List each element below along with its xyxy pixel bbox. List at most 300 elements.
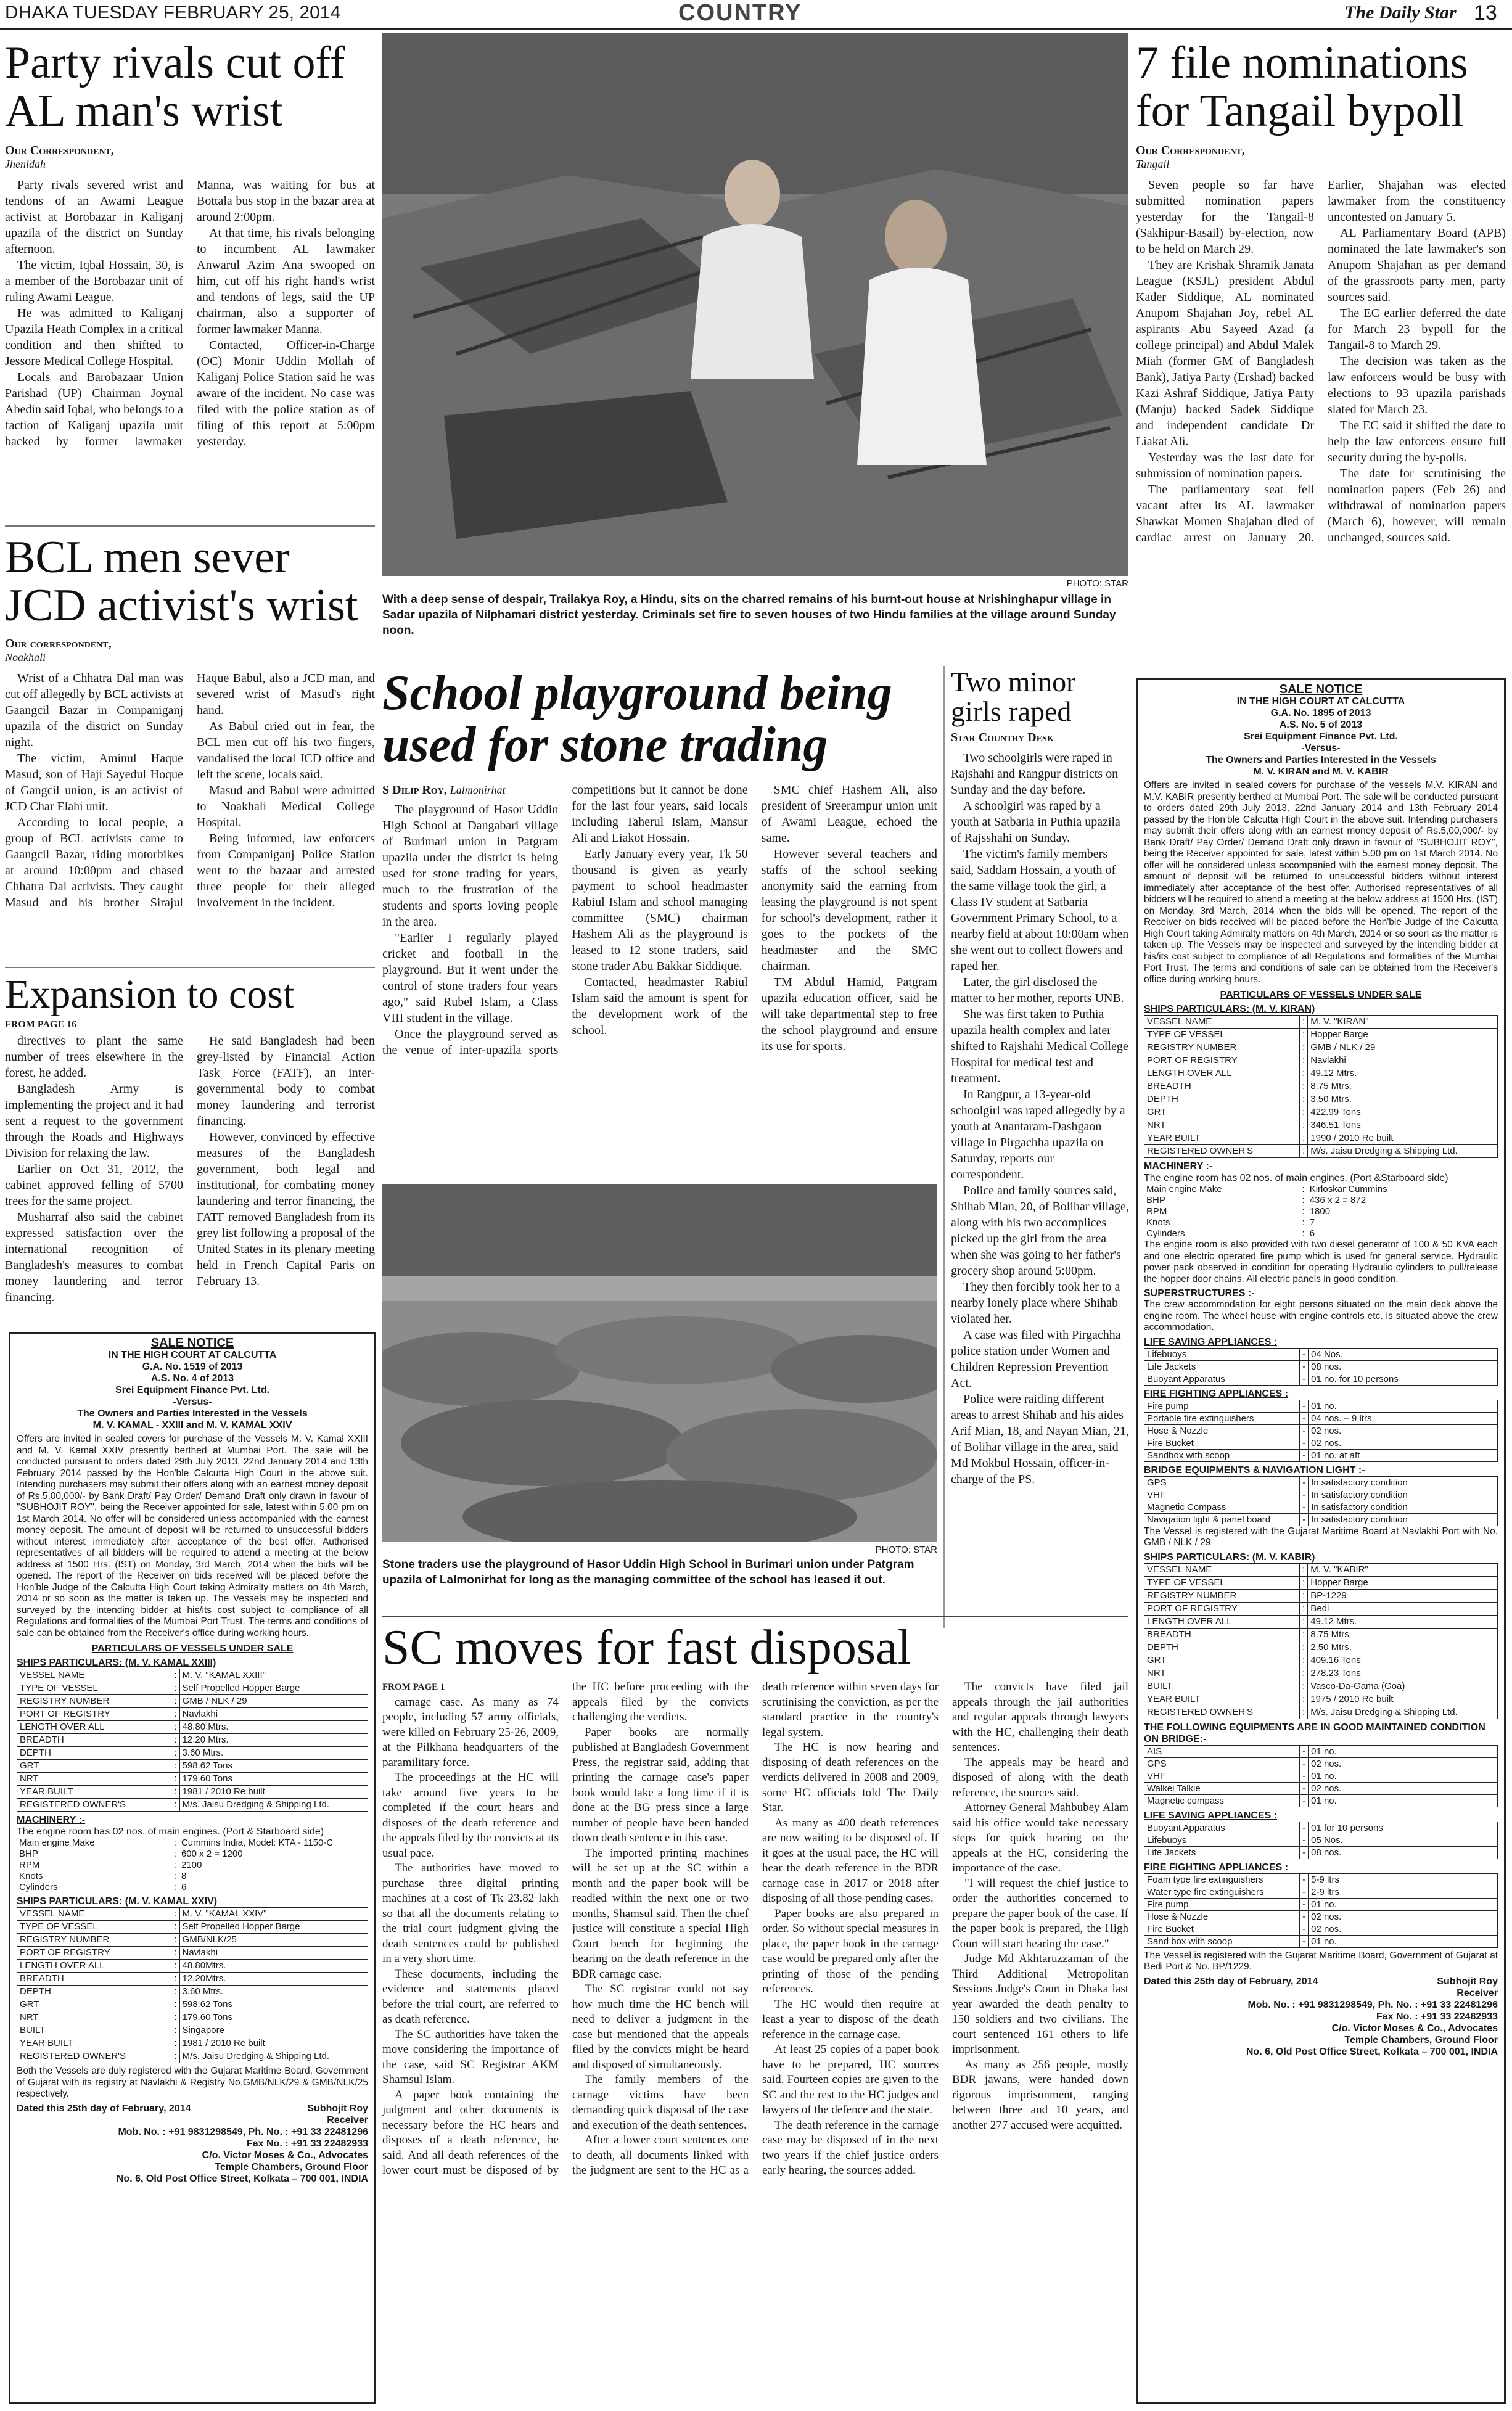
table-cell-key: Walkei Talkie bbox=[1144, 1782, 1300, 1794]
table-cell-sep: - bbox=[1300, 1822, 1309, 1834]
story-paragraph: These documents, including the evidence and statements placed before the trial court, are referred to as death reference. bbox=[382, 1967, 559, 2026]
table-cell-sep: : bbox=[1300, 1602, 1308, 1615]
table-cell-key: LENGTH OVER ALL bbox=[1144, 1615, 1300, 1628]
table-cell-sep: - bbox=[1300, 1745, 1309, 1757]
table-row bbox=[1144, 1654, 1498, 1667]
story-paragraph: Early January every year, Tk 50 thousand is given as yearly payment to school headmaster Rabiul Islam and school managing committee (SMC) chairman Hashem Ali as the playground is leased to 12 stone traders, said stone trader Abu Bakkar Siddique. bbox=[572, 847, 748, 973]
table-cell-key: PORT OF REGISTRY bbox=[1144, 1054, 1300, 1067]
table-cell-sep: - bbox=[1300, 1412, 1309, 1424]
story-body bbox=[382, 782, 937, 1115]
table-cell-value: 49.12 Mtrs. bbox=[1308, 1067, 1498, 1080]
page-masthead bbox=[0, 0, 1512, 30]
story-body bbox=[5, 1033, 375, 1323]
table-cell-sep: - bbox=[1300, 1400, 1309, 1412]
table-row bbox=[1144, 1576, 1498, 1589]
table-cell-sep: : bbox=[1300, 1576, 1308, 1589]
table-cell-key: LENGTH OVER ALL bbox=[17, 1960, 171, 1973]
table-cell-value: Vasco-Da-Gama (Goa) bbox=[1308, 1680, 1498, 1693]
table-cell-value: In satisfactory condition bbox=[1309, 1476, 1498, 1489]
table-row bbox=[1144, 1628, 1498, 1641]
notice-body: Offers are invited in sealed covers for purchase of the Vessels M. V. Kamal XXIII and M. V. Kamal XXIV presently berthed at Mumbai Port. The sale will be conducted pursuant to orders dated 29th July 2013, 22nd January 2014 and 13th February 2014 passed by the Hon'ble Calcutta High Court in the above suit. Intending purchasers may submit their offers along with an earnest money deposit of Rs.5,00,000/- by Bank Draft/ Pay Order/ Demand Draft only drawn in favour of "SUBHOJIT ROY", being the Receiver appointed for sale, latest within 5.00 pm on 1st March 2014. No offer will be considered unless accompanied with the earnest money deposit. The amount of deposit will be returned to unsuccessful bidders without interest immediately after acceptance of the best offer. Authorised representatives of all bidders will be required to attend a meeting at the below address at 1500 Hrs. (IST) on Monday, 3rd March, 2014 when the bids will be opened. The report of the Receiver on bids received will be placed before the Hon'ble Judge of the Calcutta High Court taking Admiralty matters on 4th March, 2014 or so soon as the matter is taken up. The Vessels may be inspected and surveyed by the intending bidder at his/its cost subject to compliance of all Regulations and formalities of the Mumbai Port Trust. The terms and conditions of sale can be obtained from the Receiver's office during working hours. bbox=[17, 1434, 368, 1638]
table-row bbox=[17, 1960, 368, 1973]
story-paragraph: A paper book containing the judgment and other documents is necessary before the HC hears and disposes of a death reference, he said. And all death references of the lower court must be disposed of by the HC before proceeding with the appeals filed by the convicts challenging the verdicts. bbox=[382, 1680, 749, 2177]
story-paragraph: The appeals may be heard and disposed of along with the death reference, the sources said. bbox=[952, 1756, 1128, 1799]
table-row bbox=[17, 1786, 368, 1799]
table-cell-value: 598.62 Tons bbox=[179, 1998, 368, 2011]
notice-contact: Mob. No. : +91 9831298549, Ph. No. : +91 33 22481296 bbox=[118, 2126, 368, 2137]
table-cell-sep: - bbox=[1300, 1757, 1309, 1770]
table-cell-value: 409.16 Tons bbox=[1308, 1654, 1498, 1667]
table-cell-value: 04 Nos. bbox=[1309, 1348, 1498, 1360]
table-cell-value: M/s. Jaisu Dredging & Shipping Ltd. bbox=[1308, 1706, 1498, 1719]
table-cell-key: Main engine Make bbox=[1146, 1184, 1222, 1194]
table-cell-key: VHF bbox=[1144, 1770, 1300, 1782]
table-cell-sep: - bbox=[1300, 1794, 1309, 1807]
story-paragraph: Masud and Babul were admitted to Noakhali Medical College Hospital. bbox=[197, 784, 375, 830]
notice-good-equipment-title: THE FOLLOWING EQUIPMENTS ARE IN GOOD MAINTAINED CONDITION ON BRIDGE:- bbox=[1144, 1722, 1485, 1744]
table-cell-value: 2.50 Mtrs. bbox=[1308, 1641, 1498, 1654]
table-cell-sep: : bbox=[1300, 1641, 1308, 1654]
table-cell-key: TYPE OF VESSEL bbox=[17, 1682, 171, 1695]
table-cell-key: Fire pump bbox=[1144, 1898, 1300, 1910]
divider bbox=[5, 525, 375, 527]
notice-party: Srei Equipment Finance Pvt. Ltd. bbox=[1244, 731, 1398, 742]
table-cell-sep: : bbox=[171, 1799, 179, 1812]
table-cell-value: 01 no. at aft bbox=[1309, 1449, 1498, 1461]
table-cell-value: Cummins India, Model: KTA - 1150-C bbox=[181, 1838, 334, 1848]
table-row bbox=[1144, 1770, 1498, 1782]
table-row bbox=[17, 2024, 368, 2037]
table-cell-key: REGISTRY NUMBER bbox=[17, 1695, 171, 1708]
story-paragraph: The family members of the carnage victims have been demanding quick disposal of the case and execution of the death sentences. bbox=[572, 2073, 749, 2132]
table-cell-sep: : bbox=[1300, 1067, 1308, 1080]
notice-ga: G.A. No. 1519 of 2013 bbox=[142, 1362, 243, 1372]
table-cell-value: 6 bbox=[181, 1882, 187, 1892]
table-cell-sep: - bbox=[1300, 1910, 1309, 1923]
story-byline-block bbox=[382, 782, 558, 798]
story-paragraph: The EC earlier deferred the date for March 23 bypoll for the Tangail-8 to March 29. bbox=[1328, 306, 1506, 353]
table-cell-value: Hopper Barge bbox=[1308, 1029, 1498, 1041]
table-row bbox=[1144, 1437, 1498, 1449]
table-cell-value: 12.20 Mtrs. bbox=[179, 1734, 368, 1747]
table-cell-sep: : bbox=[171, 1921, 179, 1934]
table-cell-value: 08 nos. bbox=[1309, 1360, 1498, 1373]
story-from-page: FROM PAGE 16 bbox=[5, 1019, 77, 1030]
table-cell-sep: : bbox=[171, 1708, 179, 1721]
table-row bbox=[1144, 1195, 1498, 1206]
story-paragraph: The convicts have filed jail appeals through the jail authorities and regular appeals through lawyers with the HC, challenging their death sentences. bbox=[952, 1680, 1128, 1754]
story-paragraph: The playground of Hasor Uddin High School at Dangabari village of Burimari union in Patgram upazila under the district is being used for stone trading for years, much to the frustration of the students and sports loving people in the area. bbox=[382, 803, 559, 929]
table-cell-value: 02 nos. bbox=[1309, 1437, 1498, 1449]
table-cell-sep: : bbox=[1300, 1706, 1308, 1719]
story-paragraph: The victim's family members said, Saddam Hossain, a youth of the same village took the girl, a Class IV student at Satbaria Government Primary School, to a nearby field at about 10:00am when she went out to collect flowers and raped her. bbox=[951, 847, 1129, 973]
story-headline: BCL men sever JCD activist's wrist bbox=[5, 532, 358, 631]
table-row bbox=[1144, 1923, 1498, 1935]
table-cell-key: Cylinders bbox=[1146, 1228, 1185, 1239]
table-cell-key: PORT OF REGISTRY bbox=[17, 1947, 171, 1960]
table-row bbox=[17, 1908, 368, 1921]
story-paragraph: SMC chief Hashem Ali, also president of Sreerampur union unit of Awami League, echoed the same. bbox=[761, 783, 937, 845]
burnt-house-image bbox=[382, 33, 1128, 576]
table-row bbox=[17, 1882, 368, 1893]
notice-kiran-registration: The Vessel is registered with the Gujarat Maritime Board at Navlakhi Port with No. GMB / NLK / 29 bbox=[1144, 1526, 1498, 1548]
table-cell-value: In satisfactory condition bbox=[1309, 1513, 1498, 1526]
table-cell-value: 05 Nos. bbox=[1309, 1834, 1498, 1846]
table-row bbox=[1144, 1145, 1498, 1158]
table-cell-value: 01 no. bbox=[1309, 1400, 1498, 1412]
table-cell-sep: : bbox=[1300, 1093, 1308, 1106]
story-headline: 7 file nominations for Tangail bypoll bbox=[1136, 38, 1468, 136]
table-cell-value: 5-9 ltrs bbox=[1309, 1873, 1498, 1886]
table-cell-value: 1981 / 2010 Re built bbox=[179, 1786, 368, 1799]
story-expansion bbox=[5, 973, 375, 1323]
table-row bbox=[17, 1747, 368, 1760]
table-cell-sep: : bbox=[1300, 1693, 1308, 1706]
table-row bbox=[17, 1934, 368, 1947]
table-row bbox=[17, 1921, 368, 1934]
table-cell-sep: : bbox=[171, 1734, 179, 1747]
table-cell-value: 3.50 Mtrs. bbox=[1308, 1093, 1498, 1106]
table-cell-key: Portable fire extinguishers bbox=[1144, 1412, 1300, 1424]
table-cell-value: Navlakhi bbox=[1308, 1054, 1498, 1067]
story-body bbox=[382, 1680, 1128, 2395]
engine-table bbox=[17, 1838, 368, 1893]
story-paragraph: A case was filed with Pirgachha police station under Women and Children Repression Prevention Act. bbox=[951, 1328, 1121, 1390]
story-paragraph: She was first taken to Puthia upazila health complex and later shifted to Rajshahi Medical College Hospital for medical test and treatment. bbox=[951, 1007, 1128, 1085]
story-byline-block bbox=[5, 144, 375, 171]
table-cell-sep: - bbox=[1300, 1923, 1309, 1935]
table-cell-sep: - bbox=[1300, 1424, 1309, 1437]
table-cell-key: DEPTH bbox=[17, 1986, 171, 1998]
table-cell-value: Self Propelled Hopper Barge bbox=[179, 1682, 368, 1695]
story-headline: Party rivals cut off AL man's wrist bbox=[5, 38, 345, 136]
story-headline: Two minor girls raped bbox=[951, 666, 1076, 728]
table-cell-value: 48.80Mtrs. bbox=[179, 1960, 368, 1973]
table-row bbox=[1144, 1910, 1498, 1923]
story-paragraph: At least 25 copies of a paper book have to be prepared, HC sources said. Fourteen copies are given to the SC and the rest to the HC judges and lawyers of the defence and the state. bbox=[762, 2043, 939, 2116]
table-cell-value: Singapore bbox=[179, 2024, 368, 2037]
table-cell-sep: : bbox=[1302, 1184, 1305, 1194]
notice-contact: Temple Chambers, Ground Floor bbox=[215, 2161, 368, 2172]
notice-vessels: M. V. KAMAL - XXIII and M. V. KAMAL XXIV bbox=[92, 1420, 292, 1431]
table-row bbox=[1144, 1093, 1498, 1106]
table-cell-value: 179.60 Tons bbox=[179, 2011, 368, 2024]
table-cell-key: Lifebuoys bbox=[1144, 1348, 1300, 1360]
table-cell-sep: : bbox=[173, 1838, 176, 1848]
table-cell-key: REGISTERED OWNER'S bbox=[17, 2050, 171, 2063]
table-cell-value: GMB/NLK/25 bbox=[179, 1934, 368, 1947]
table-cell-value: Kirloskar Cummins bbox=[1309, 1184, 1387, 1194]
notice-signature-row bbox=[17, 2103, 368, 2114]
story-paragraph: Contacted, headmaster Rabiul Islam said the amount is spent for the development work of the school. bbox=[572, 975, 748, 1037]
table-cell-sep: : bbox=[171, 2050, 179, 2063]
story-paragraph: Police were raiding different areas to arrest Shihab and his aides Arif Mian, 18, and Nayan Mian, 21, of Bolihar village in the area, said Md Mokbul Hossain, officer-in-charge of the PS. bbox=[951, 1392, 1129, 1486]
table-cell-key: BUILT bbox=[17, 2024, 171, 2037]
table-cell-key: AIS bbox=[1144, 1745, 1300, 1757]
table-cell-value: 1975 / 2010 Re built bbox=[1308, 1693, 1498, 1706]
table-cell-key: DEPTH bbox=[1144, 1093, 1300, 1106]
story-paragraph: Party rivals severed wrist and tendons of an Awami League activist at Borobazar in Kaliganj upazila of the district on Sunday afternoon. bbox=[5, 178, 183, 257]
table-cell-value: M/s. Jaisu Dredging & Shipping Ltd. bbox=[179, 1799, 368, 1812]
table-cell-sep: - bbox=[1300, 1513, 1309, 1526]
table-cell-sep: : bbox=[1302, 1206, 1305, 1217]
story-paragraph: Wrist of a Chhatra Dal man was cut off allegedly by BCL activists at Gaangcil Bazar in Companiganj upazila of the district on Sunday night. bbox=[5, 672, 183, 750]
story-paragraph: Paper books are also prepared in order. So without special measures in place, the paper book in the carnage case would be prepared only after the printing of those of the pending references. bbox=[762, 1907, 939, 1995]
table-row bbox=[1144, 1935, 1498, 1947]
table-cell-key: TYPE OF VESSEL bbox=[17, 1921, 171, 1934]
table-cell-key: BHP bbox=[19, 1849, 38, 1859]
story-paragraph: The death reference in the carnage case may be disposed of in the next two years if the chief justice orders early hearing, the sources added. bbox=[762, 2118, 939, 2177]
table-cell-value: Hopper Barge bbox=[1308, 1576, 1498, 1589]
table-cell-sep: : bbox=[171, 1973, 179, 1986]
story-paragraph: The proceedings at the HC will take around five years to be completed if the court hears and disposes of the death reference and the appeals filed by the convicts at its usual pace. bbox=[382, 1771, 559, 1860]
table-cell-key: Life Jackets bbox=[1144, 1360, 1300, 1373]
notice-contact: C/o. Victor Moses & Co., Advocates bbox=[202, 2150, 368, 2161]
story-paragraph: The victim, Aminul Haque Masud, son of Haji Sayedul Hoque of Gangcil union, is an activist of JCD Char Elahi unit. bbox=[5, 752, 183, 814]
notice-receiver: Receiver bbox=[327, 2114, 368, 2126]
table-cell-value: 436 x 2 = 872 bbox=[1309, 1195, 1366, 1206]
table-cell-value: 3.60 Mtrs. bbox=[179, 1986, 368, 1998]
table-cell-key: REGISTRY NUMBER bbox=[1144, 1041, 1300, 1054]
table-cell-value: 01 no. bbox=[1309, 1898, 1498, 1910]
table-cell-value: M/s. Jaisu Dredging & Shipping Ltd. bbox=[179, 2050, 368, 2063]
table-cell-key: Fire Bucket bbox=[1144, 1923, 1300, 1935]
table-row bbox=[1144, 1476, 1498, 1489]
story-place: Noakhali bbox=[5, 651, 46, 664]
divider bbox=[382, 1616, 1128, 1617]
table-cell-sep: : bbox=[1300, 1563, 1308, 1576]
table-cell-key: Fire pump bbox=[1144, 1400, 1300, 1412]
story-paragraph: Earlier on Oct 31, 2012, the cabinet approved felling of 5700 trees for the same project. bbox=[5, 1162, 183, 1209]
notice-contact: Temple Chambers, Ground Floor bbox=[1344, 2034, 1498, 2045]
table-cell-sep: : bbox=[1302, 1217, 1305, 1228]
photo-stone-playground bbox=[382, 1184, 937, 1542]
table-cell-sep: - bbox=[1300, 1935, 1309, 1947]
table-cell-key: REGISTRY NUMBER bbox=[1144, 1589, 1300, 1602]
notice-ships1-title: SHIPS PARTICULARS: (M. V. KIRAN) bbox=[1144, 1004, 1315, 1014]
story-byline: S Dilip Roy, bbox=[382, 783, 447, 797]
table-cell-sep: - bbox=[1300, 1501, 1309, 1513]
table-row bbox=[1144, 1400, 1498, 1412]
table-cell-key: VHF bbox=[1144, 1489, 1300, 1501]
notice-ships1-title: SHIPS PARTICULARS: (M. V. KAMAL XXIII) bbox=[17, 1657, 216, 1668]
table-cell-key: RPM bbox=[19, 1860, 40, 1870]
table-cell-value: M. V. "KAMAL XXIV" bbox=[179, 1908, 368, 1921]
lsa2-table bbox=[1144, 1822, 1498, 1859]
story-paragraph: Judge Md Akhtaruzzaman of the Third Additional Metropolitan Sessions Judge's Court in Dhaka last year awarded the death penalty to 150 soldiers and two civilians. The court sentenced 161 others to life imprisonment. bbox=[952, 1952, 1128, 2056]
story-place: Jhenidah bbox=[5, 158, 46, 171]
table-cell-sep: : bbox=[1300, 1080, 1308, 1093]
story-from-page: FROM PAGE 1 bbox=[382, 1682, 445, 1692]
notice-contact: Fax No. : +91 33 22482933 bbox=[246, 2138, 368, 2149]
table-cell-key: REGISTERED OWNER'S bbox=[1144, 1145, 1300, 1158]
table-cell-value: 01 no. bbox=[1309, 1794, 1498, 1807]
ships1-table bbox=[1144, 1015, 1498, 1158]
table-cell-key: Hose & Nozzle bbox=[1144, 1424, 1300, 1437]
table-cell-sep: : bbox=[1300, 1106, 1308, 1119]
table-cell-sep: - bbox=[1300, 1898, 1309, 1910]
table-cell-value: 1800 bbox=[1309, 1206, 1331, 1217]
notice-title: SALE NOTICE bbox=[1279, 683, 1363, 696]
table-cell-value: 02 nos. bbox=[1309, 1923, 1498, 1935]
table-row bbox=[1144, 1782, 1498, 1794]
divider bbox=[5, 967, 375, 968]
table-cell-sep: - bbox=[1300, 1449, 1309, 1461]
notice-contact: No. 6, Old Post Office Street, Kolkata – 700 001, INDIA bbox=[116, 2173, 368, 2184]
table-cell-value: GMB / NLK / 29 bbox=[1308, 1041, 1498, 1054]
notice-lsa2-title: LIFE SAVING APPLIANCES : bbox=[1144, 1810, 1278, 1821]
table-row bbox=[1144, 1029, 1498, 1041]
table-cell-value: 01 for 10 persons bbox=[1309, 1822, 1498, 1834]
table-row bbox=[1144, 1217, 1498, 1228]
notice-dated: Dated this 25th day of February, 2014 bbox=[1144, 1976, 1318, 1987]
table-cell-value: 48.80 Mtrs. bbox=[179, 1721, 368, 1734]
notice-contact: C/o. Victor Moses & Co., Advocates bbox=[1331, 2023, 1498, 2034]
story-paragraph: The victim, Iqbal Hossain, 30, is a member of the Borobazar unit of ruling Awami League. bbox=[5, 258, 183, 305]
table-cell-key: Life Jackets bbox=[1144, 1846, 1300, 1859]
table-row bbox=[17, 1799, 368, 1812]
table-row bbox=[1144, 1680, 1498, 1693]
table-cell-value: 2-9 ltrs bbox=[1309, 1886, 1498, 1898]
story-paragraph: They then forcibly took her to a nearby lonely place where Shihab violated her. bbox=[951, 1279, 1120, 1326]
table-cell-value: M. V. "KABIR" bbox=[1308, 1563, 1498, 1576]
notice-machinery-text: The engine room has 02 nos. of main engines. (Port &Starboard side) bbox=[1144, 1173, 1448, 1183]
table-cell-value: 01 no. for 10 persons bbox=[1309, 1373, 1498, 1385]
story-place: Lalmonirhat bbox=[450, 784, 506, 796]
table-cell-sep: - bbox=[1300, 1770, 1309, 1782]
table-cell-key: LENGTH OVER ALL bbox=[17, 1721, 171, 1734]
story-paragraph: "Earlier I regularly played cricket and football in the playground. But it went under the control of stone traders four years ago," said Rubel Islam, a Class VIII student in the village. bbox=[382, 931, 559, 1025]
table-cell-key: VESSEL NAME bbox=[17, 1908, 171, 1921]
engine-table bbox=[1144, 1184, 1498, 1239]
notice-particulars-title: PARTICULARS OF VESSELS UNDER SALE bbox=[91, 1643, 294, 1654]
table-cell-key: NRT bbox=[17, 2011, 171, 2024]
notice-ffa-title: FIRE FIGHTING APPLIANCES : bbox=[1144, 1388, 1289, 1399]
notice-receiver: Receiver bbox=[1457, 1987, 1498, 1998]
notice-sign: Subhojit Roy bbox=[1437, 1976, 1498, 1987]
table-row bbox=[17, 1947, 368, 1960]
table-cell-value: Bedi bbox=[1308, 1602, 1498, 1615]
notice-party: Srei Equipment Finance Pvt. Ltd. bbox=[115, 1385, 269, 1395]
table-cell-sep: : bbox=[1300, 1132, 1308, 1145]
story-body bbox=[951, 750, 1130, 1487]
notice-contact: Mob. No. : +91 9831298549, Ph. No. : +91 33 22481296 bbox=[1247, 1999, 1498, 2010]
table-row bbox=[1144, 1563, 1498, 1576]
table-cell-key: YEAR BUILT bbox=[17, 1786, 171, 1799]
table-row bbox=[17, 1973, 368, 1986]
table-row bbox=[1144, 1706, 1498, 1719]
table-cell-value: 02 nos. bbox=[1309, 1782, 1498, 1794]
table-cell-value: 12.20Mtrs. bbox=[179, 1973, 368, 1986]
table-cell-key: YEAR BUILT bbox=[1144, 1132, 1300, 1145]
table-cell-key: GRT bbox=[17, 1760, 171, 1773]
story-headline: School playground being used for stone trading bbox=[382, 666, 892, 772]
table-cell-value: 6 bbox=[1309, 1228, 1315, 1239]
table-row bbox=[1144, 1886, 1498, 1898]
notice-ffa2-title: FIRE FIGHTING APPLIANCES : bbox=[1144, 1862, 1289, 1873]
table-cell-key: Navigation light & panel board bbox=[1144, 1513, 1300, 1526]
table-cell-key: DEPTH bbox=[17, 1747, 171, 1760]
table-cell-key: Knots bbox=[19, 1871, 43, 1881]
table-row bbox=[1144, 1106, 1498, 1119]
table-cell-sep: : bbox=[173, 1882, 176, 1892]
bridge-table bbox=[1144, 1476, 1498, 1526]
table-cell-sep: : bbox=[171, 1986, 179, 1998]
table-row bbox=[17, 2011, 368, 2024]
sale-notice-kamal bbox=[9, 1332, 376, 2404]
ships2-table bbox=[17, 1907, 368, 2063]
story-paragraph: He was admitted to Kaliganj Upazila Heath Complex in a critical condition and then shifted to Jessore Medical College Hospital. bbox=[5, 306, 183, 369]
table-row bbox=[17, 1734, 368, 1747]
story-headline: SC moves for fast disposal bbox=[382, 1620, 911, 1675]
story-party-rivals bbox=[5, 39, 375, 485]
table-cell-sep: - bbox=[1300, 1489, 1309, 1501]
table-cell-sep: : bbox=[173, 1849, 176, 1859]
photo-credit: PHOTO: STAR bbox=[1066, 578, 1128, 589]
table-row bbox=[1144, 1602, 1498, 1615]
table-cell-key: LENGTH OVER ALL bbox=[1144, 1067, 1300, 1080]
table-cell-value: BP-1229 bbox=[1308, 1589, 1498, 1602]
table-cell-value: 1990 / 2010 Re built bbox=[1308, 1132, 1498, 1145]
story-paragraph: Bangladesh Army is implementing the project and it had sent a request to the government through the Roads and Highways Division for relaxing the law. bbox=[5, 1082, 183, 1160]
story-paragraph: Seven people so far have submitted nomination papers yesterday for the Tangail-8 (Sakhipur-Basail) by-election, now to be held on March 29. bbox=[1136, 178, 1314, 257]
notice-machinery-text: The engine room has 02 nos. of main engines. (Port & Starboard side) bbox=[17, 1826, 324, 1837]
table-cell-sep: : bbox=[171, 1947, 179, 1960]
story-paragraph: The SC registrar could not say how much time the HC bench will need to deliver a judgment in the case but mentioned that the appeals filed by the convicts might be heard and disposed of simultaneously. bbox=[572, 1982, 749, 2071]
table-row bbox=[1144, 1834, 1498, 1846]
masthead-section: COUNTRY bbox=[678, 0, 802, 26]
story-paragraph: Two schoolgirls were raped in Rajshahi and Rangpur districts on Sunday and the day before. bbox=[951, 750, 1119, 797]
table-cell-sep: - bbox=[1300, 1437, 1309, 1449]
table-row bbox=[1144, 1501, 1498, 1513]
table-row bbox=[1144, 1184, 1498, 1195]
table-cell-key: Foam type fire extinguishers bbox=[1144, 1873, 1300, 1886]
notice-superstructures-title: SUPERSTRUCTURES :- bbox=[1144, 1288, 1255, 1299]
table-cell-value: In satisfactory condition bbox=[1309, 1489, 1498, 1501]
table-row bbox=[1144, 1745, 1498, 1757]
table-cell-key: GRT bbox=[1144, 1106, 1300, 1119]
table-cell-sep: - bbox=[1300, 1782, 1309, 1794]
table-cell-sep: - bbox=[1300, 1373, 1309, 1385]
table-cell-value: 8 bbox=[181, 1871, 187, 1881]
table-cell-key: NRT bbox=[1144, 1667, 1300, 1680]
table-cell-key: Water type fire extinguishers bbox=[1144, 1886, 1300, 1898]
table-row bbox=[17, 1871, 368, 1882]
table-cell-value: 08 nos. bbox=[1309, 1846, 1498, 1859]
table-cell-sep: : bbox=[1300, 1145, 1308, 1158]
story-byline: Our Correspondent, bbox=[5, 144, 114, 158]
table-row bbox=[17, 1773, 368, 1786]
story-paragraph: The EC said it shifted the date to help the law enforcers ensure full security during the by-polls. bbox=[1328, 419, 1506, 465]
table-row bbox=[1144, 1016, 1498, 1029]
table-cell-key: Buoyant Apparatus bbox=[1144, 1373, 1300, 1385]
table-cell-sep: : bbox=[1300, 1054, 1308, 1067]
table-row bbox=[1144, 1693, 1498, 1706]
table-cell-key: GPS bbox=[1144, 1757, 1300, 1770]
table-cell-value: 346.51 Tons bbox=[1308, 1119, 1498, 1132]
table-row bbox=[1144, 1228, 1498, 1239]
table-cell-sep: : bbox=[1302, 1228, 1305, 1239]
notice-court: IN THE HIGH COURT AT CALCUTTA bbox=[108, 1350, 277, 1360]
table-cell-value: M/s. Jaisu Dredging & Shipping Ltd. bbox=[1308, 1145, 1498, 1158]
photo-caption: Stone traders use the playground of Hasor Uddin High School in Burimari union under Patgram upazila of Lalmonirhat for long as the managing committee of the school has leased it out. bbox=[382, 1558, 914, 1587]
table-cell-value: 8.75 Mtrs. bbox=[1308, 1628, 1498, 1641]
table-cell-key: Lifebuoys bbox=[1144, 1834, 1300, 1846]
table-row bbox=[1144, 1206, 1498, 1217]
table-cell-value: 422.99 Tons bbox=[1308, 1106, 1498, 1119]
table-cell-key: VESSEL NAME bbox=[17, 1669, 171, 1682]
story-byline: Our Correspondent, bbox=[1136, 144, 1245, 158]
